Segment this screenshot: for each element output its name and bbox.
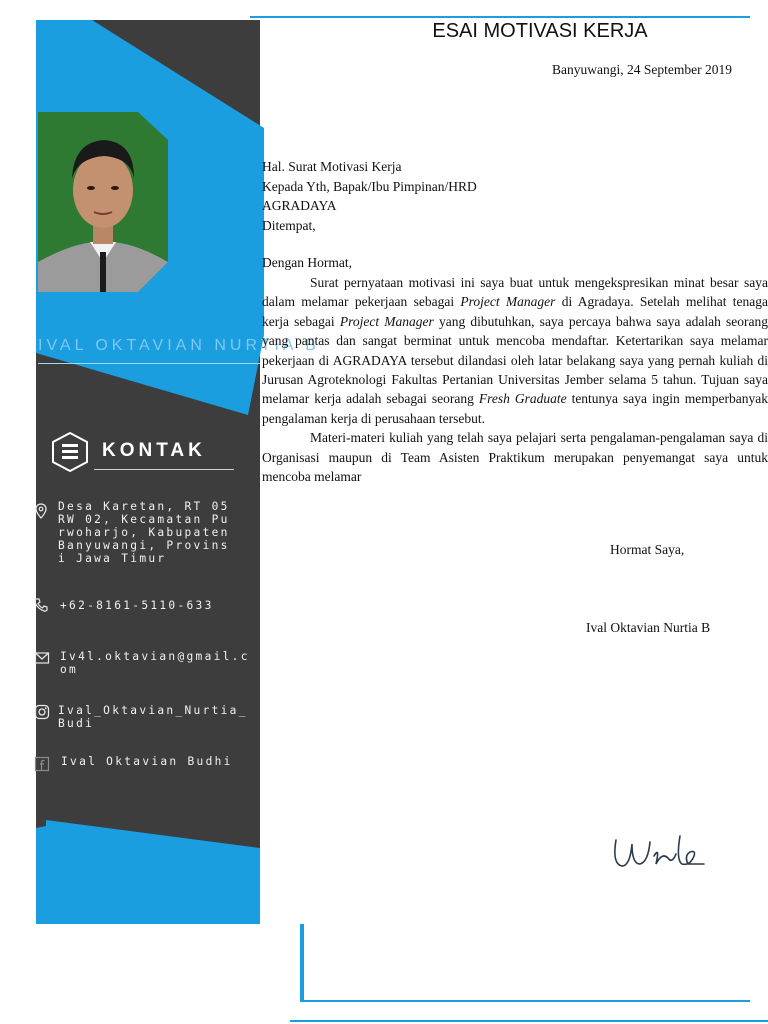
contact-section-title: KONTAK (102, 440, 206, 461)
body-text-segment: di Agradaya. Setelah melihat tenaga kerja sebagai (262, 294, 768, 329)
letter-header (262, 157, 477, 235)
signer-name: Ival Oktavian Nurtia B (586, 620, 711, 635)
phone-icon (33, 597, 49, 613)
body-paragraph (262, 273, 768, 428)
body-text-segment: yang dibutuhkan, saya percaya bahwa saya adalah seorang yang pantas dan sangat berminat untuk mencoba mendaftar. Ketertarikan saya melamar pekerjaan di AGRADAYA tersebut dilandasi oleh latar belakang saya yang pernah kuliah di Jurusan Agroteknologi Fakultas Pertanian Universitas Jember selama 5 tahun. Tujuan saya melamar kerja adalah sebagai seorang (262, 313, 768, 407)
contact-facebook: Ival Oktavian Budhi (61, 755, 233, 768)
profile-photo (38, 112, 168, 292)
letter-company: AGRADAYA (262, 198, 337, 213)
contact-title-underline (94, 469, 234, 470)
letter-place: Ditempat, (262, 217, 316, 233)
location-pin-icon (33, 503, 49, 519)
letter-closing: Hormat Saya, (610, 542, 685, 557)
profile-name: IVAL OKTAVIAN NURTIA B (38, 337, 320, 354)
body-text-segment: tentunya saya ingin memperbanyak pengalaman kerja di perusahaan tersebut. (262, 391, 768, 426)
letter-salutation: Dengan Hormat, (262, 255, 352, 270)
body-italic-term: Project Manager (460, 294, 556, 310)
name-underline (38, 363, 260, 364)
body-paragraph: Materi-materi kuliah yang telah saya pelajari serta pengalaman-pengalaman saya di Organisasi maupun di Team Asisten Praktikum merupakan penyemangat saya untuk mencoba melamar (262, 430, 768, 485)
body-text-segment: Surat pernyataan motivasi ini saya buat untuk mengekspresikan minat besar saya dalam melamar pekerjaan sebagai (262, 275, 768, 310)
instagram-icon (34, 704, 50, 720)
letter-date: Banyuwangi, 24 September 2019 (552, 62, 732, 77)
letter-recipient: Kepada Yth, Bapak/Ibu Pimpinan/HRD (262, 178, 477, 194)
mail-icon (34, 650, 50, 666)
letter-body (262, 273, 768, 486)
contact-email: Iv4l.oktavian@gmail.com (60, 650, 250, 676)
body-italic-term: Fresh Graduate (478, 391, 567, 407)
letter-title: ESAI MOTIVASI KERJA (432, 20, 648, 42)
contact-phone: +62-8161-5110-633 (60, 599, 214, 612)
body-italic-term: Project Manager (339, 313, 434, 329)
contact-instagram: Ival_Oktavian_Nurtia_Budi (58, 704, 248, 730)
letter-subject: Hal. Surat Motivasi Kerja (262, 159, 402, 174)
contact-address: Desa Karetan, RT 05 RW 02, Kecamatan Purwoharjo, Kabupaten Banyuwangi, Provinsi Jawa Timur (58, 500, 230, 565)
handwritten-signature (610, 830, 710, 876)
contact-book-icon (50, 432, 90, 472)
facebook-icon (34, 756, 50, 772)
